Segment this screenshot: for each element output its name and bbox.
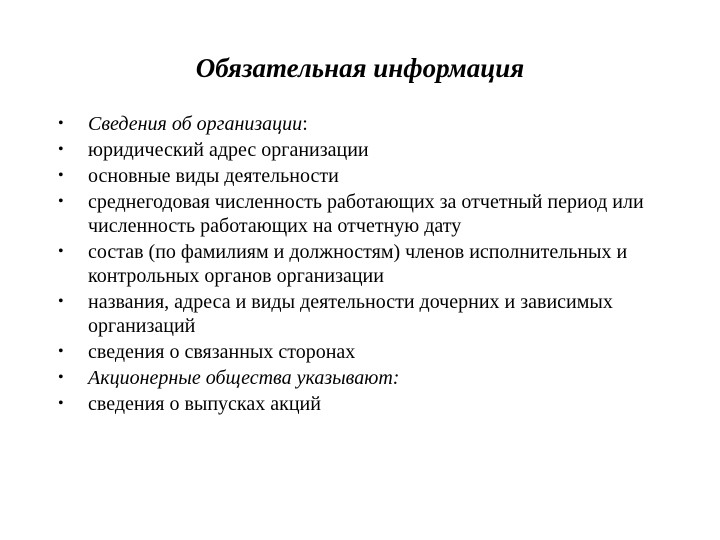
- bullet-list: [54, 112, 694, 416]
- bullet-icon: •: [58, 243, 64, 260]
- list-item: [54, 164, 694, 188]
- bullet-icon: •: [58, 343, 64, 360]
- bullet-icon: •: [58, 167, 64, 184]
- list-item: [54, 138, 694, 162]
- slide-content: [54, 112, 694, 418]
- list-item: [54, 392, 694, 416]
- bullet-icon: •: [58, 193, 64, 210]
- list-item: [54, 290, 694, 338]
- list-item-text: основные виды деятельности: [88, 165, 339, 187]
- list-item-text: названия, адреса и виды деятельности дочерних и зависимых организаций: [88, 291, 613, 337]
- list-item: [54, 240, 694, 288]
- bullet-icon: •: [58, 115, 64, 132]
- bullet-icon: •: [58, 369, 64, 386]
- list-item-text: сведения о выпусках акций: [88, 393, 321, 415]
- list-item-text: сведения о связанных сторонах: [88, 341, 356, 363]
- list-item-text: Сведения об организации: [88, 113, 303, 135]
- list-item: [54, 112, 694, 136]
- bullet-icon: •: [58, 141, 64, 158]
- list-item-suffix: :: [302, 113, 308, 135]
- list-item-text: Акционерные общества указывают:: [88, 367, 400, 389]
- bullet-icon: •: [58, 395, 64, 412]
- bullet-icon: •: [58, 293, 64, 310]
- list-item: [54, 366, 694, 390]
- list-item: [54, 340, 694, 364]
- list-item-text: состав (по фамилиям и должностям) членов исполнительных и контрольных органов организации: [88, 241, 628, 287]
- slide-title: Обязательная информация: [195, 53, 525, 83]
- list-item: [54, 190, 694, 238]
- list-item-text: юридический адрес организации: [88, 139, 369, 161]
- list-item-text: среднегодовая численность работающих за отчетный период или численность работающих на отчетную дату: [88, 191, 644, 237]
